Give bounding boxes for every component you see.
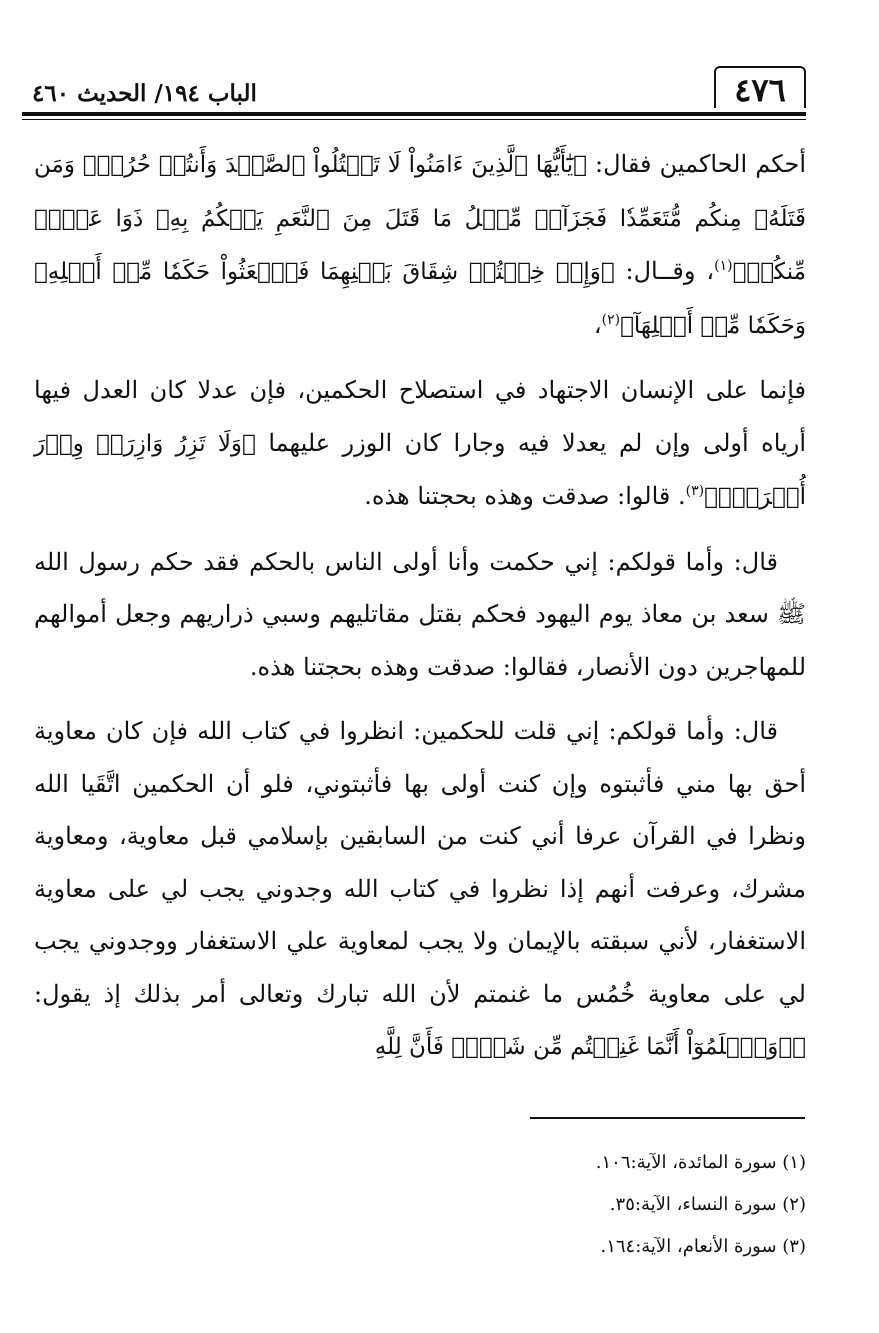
page-number: ٤٧٦: [714, 66, 806, 108]
quran-verse: ﴿يَٰٓأَيُّهَا ٱلَّذِينَ ءَامَنُواْ لَا تَقۡتُلُواْ ٱلصَّيۡدَ وَأَنتُمۡ حُرُمٞۚ وَمَن قَتَلَهُۥ مِنكُم مُّتَعَمِّدٗا فَجَزَآءٞ مِّثۡلُ مَا قَتَلَ مِنَ ٱلنَّعَمِ يَحۡكُمُ بِهِۦ ذَوَا عَدۡلٖ مِّنكُمۡ﴾: [34, 152, 806, 285]
footnotes: [306, 1142, 806, 1268]
quran-verse: ﴿وَلَا تَزِرُ وَازِرَةٞ وِزۡرَ أُخۡرَىٰۚ﴾: [34, 430, 806, 510]
page-header: [22, 66, 806, 124]
footnote-separator: [530, 1117, 805, 1119]
paragraph-3: قال: وأما قولكم: إني حكمت وأنا أولى الناس بالحكم فقد حكم رسول الله ﷺ سعد بن معاذ يوم اليهود فحكم بقتل مقاتليهم وسبي ذراريهم وجعل أموالهم للمهاجرين دون الأنصار، فقالوا: صدقت وهذه بحجتنا هذه.: [34, 547, 806, 681]
running-head: الباب ١٩٤/ الحديث ٤٦٠: [32, 80, 257, 107]
paragraph-2: [34, 364, 806, 524]
header-rule-thick: [22, 112, 806, 116]
footnote-ref: (٢): [601, 311, 621, 328]
paragraph-4: [34, 705, 806, 1074]
paragraph-1: [34, 138, 806, 352]
text-segment: . قالوا: صدقت وهذه بحجتنا هذه.: [364, 482, 686, 510]
footnote-2: (٢) سورة النساء، الآية:٣٥.: [609, 1194, 806, 1215]
text-segment: قال: وأما قولكم: إني قلت للحكمين: انظروا في كتاب الله فإن كان معاوية أحق بها مني فأثبتوه وإن كنت أولى بها فأثبتوني، فلو أن الحكمين اتَّقَيا الله ونظرا في القرآن عرفا أني كنت من السابقين بإسلامي قبل معاوية، ومعاوية مشرك، وعرفت أنهم إذا نظروا في كتاب الله وجدوني يجب لي على معاوية الاستغفار، لأني سبقته بالإيمان ولا يجب لمعاوية علي الاستغفار ووجدوني يجب لي على معاوية خُمُس ما غنمتم لأن الله تبارك وتعالى أمر بذلك إذ يقول:: [34, 717, 806, 1008]
text-segment: أحكم الحاكمين فقال:: [586, 150, 806, 178]
text-segment: ،: [593, 310, 602, 339]
text-segment: فإنما على الإنسان الاجتهاد في استصلاح الحكمين، فإن عدلا كان العدل فيها أرياه أولى وإن لم يعدلا فيه وجارا كان الوزر عليهما: [34, 376, 806, 457]
header-rule-thin: [22, 119, 806, 120]
footnote-1: (١) سورة المائدة، الآية:١٠٦.: [595, 1152, 806, 1173]
footnote-ref: (٣): [685, 483, 705, 499]
main-text: [34, 138, 806, 1086]
quran-verse: ﴿۞وَٱعۡلَمُوٓاْ أَنَّمَا غَنِمۡتُم مِّن شَيۡءٖ فَأَنَّ لِلَّهِ: [374, 1034, 806, 1060]
footnote-ref: (١): [714, 258, 733, 274]
footnote-3: (٣) سورة الأنعام، الآية:١٦٤.: [600, 1236, 806, 1257]
quran-verse: ﴿وَإِنۡ خِفۡتُمۡ شِقَاقَ بَيۡنِهِمَا فَٱبۡعَثُواْ حَكَمٗا مِّنۡ أَهۡلِهِۦ وَحَكَمٗا مِّنۡ أَهۡلِهَآ﴾: [34, 259, 806, 339]
text-segment: ، وقــال:: [614, 257, 715, 285]
